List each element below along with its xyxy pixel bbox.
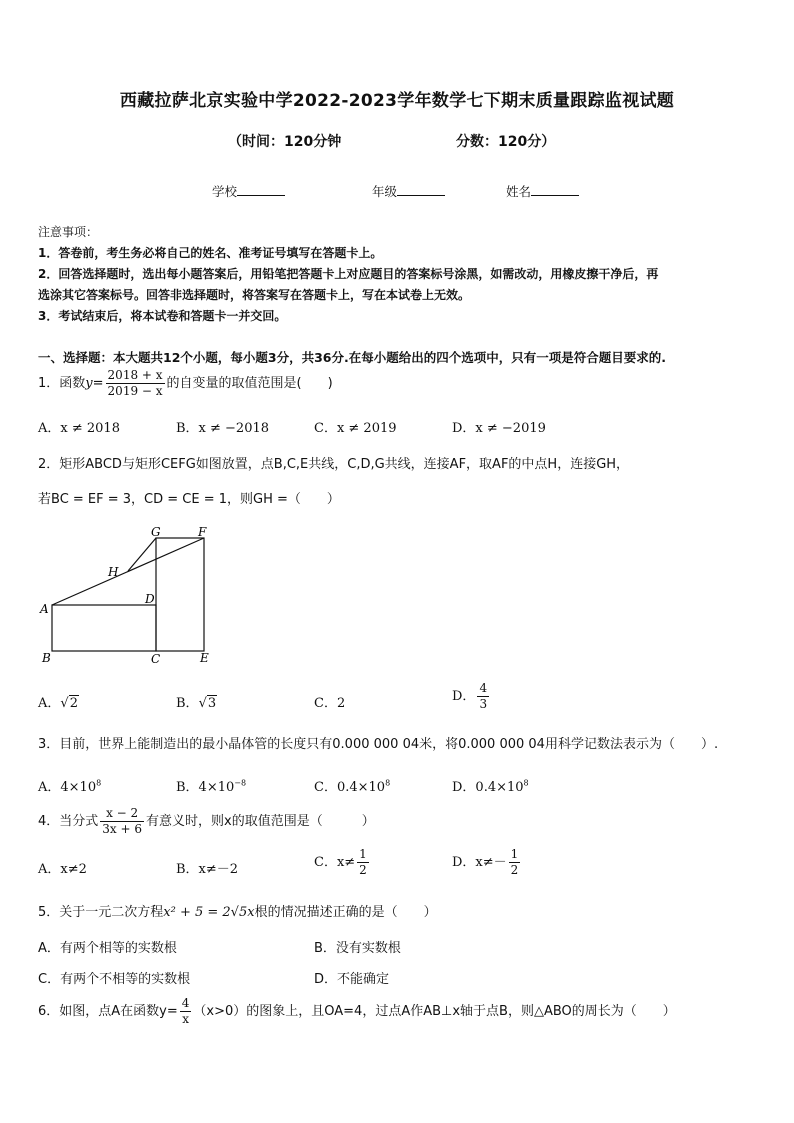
q4-d-den: 2 (510, 863, 519, 877)
q4-fraction (100, 806, 144, 837)
label-f: F (198, 525, 207, 539)
label-d: D (145, 592, 155, 606)
q1-option-c[interactable]: C．x ≠ 2019 (314, 421, 397, 436)
q3-d-exp: 8 (523, 778, 529, 788)
name-field[interactable] (506, 182, 579, 200)
q3-option-d[interactable] (452, 776, 529, 795)
q2-b-radicand: 3 (207, 696, 217, 711)
exam-time: （时间：120分钟 (228, 134, 342, 150)
q4-suffix: 有意义时，则x的取值范围是（ ） (146, 814, 375, 829)
q2-option-d[interactable] (452, 681, 491, 712)
q6-den: x (182, 1012, 189, 1026)
q1-den: 2019 − x (107, 384, 163, 398)
q2-b-label: B． (176, 696, 199, 711)
q5-option-c[interactable]: C．有两个不相等的实数根 (38, 972, 191, 987)
q1-suffix: 的自变量的取值范围是( ) (166, 376, 333, 391)
q3-b-text: B．4×10 (176, 780, 235, 795)
section-heading: 一、选择题：本大题共12个小题，每小题3分，共36分.在每小题给出的四个选项中，只有一项是符合题目要求的. (38, 350, 666, 365)
q2-line2: 若BC = EF = 3，CD = CE = 1，则GH =（ ） (38, 492, 340, 507)
q2-d-fraction (477, 681, 489, 712)
q4-option-a[interactable]: A．x≠2 (38, 862, 87, 877)
exam-score: 分数：120分） (456, 134, 556, 150)
name-label: 姓名 (506, 184, 532, 199)
q4-option-d[interactable] (452, 847, 522, 878)
label-b: B (42, 651, 51, 665)
rect-cefg (156, 538, 204, 651)
q1-num: 2018 + x (107, 368, 163, 382)
q4-c-num: 1 (359, 847, 367, 861)
q1-y: y (85, 376, 93, 391)
q4-d-fraction (509, 847, 521, 878)
q2-option-a[interactable]: A．√2 (38, 696, 78, 711)
notice-item: 1．答卷前，考生务必将自己的姓名、准考证号填写在答题卡上。 (38, 246, 383, 260)
q2-d-label: D． (452, 689, 476, 704)
q2-a-label: A． (38, 696, 61, 711)
q6-num: 4 (181, 996, 190, 1010)
q5-option-d[interactable]: D．不能确定 (314, 972, 390, 987)
q4-d-label: D．x≠－ (452, 855, 507, 870)
label-e: E (200, 651, 209, 665)
grade-label: 年级 (372, 184, 398, 199)
notice-item: 2．回答选择题时，选出每小题答案后，用铅笔把答题卡上对应题目的答案标号涂黑，如需改动，用橡皮擦干净后，再 (38, 267, 659, 281)
q3-a-exp: 8 (96, 778, 102, 788)
school-field[interactable] (212, 182, 285, 200)
notice-item: 3．考试结束后，将本试卷和答题卡一并交回。 (38, 309, 287, 323)
q4-den: 3x + 6 (102, 822, 143, 836)
q4-prefix: 4．当分式 (38, 814, 99, 829)
q5-prefix: 5．关于一元二次方程 (38, 905, 164, 920)
q4-c-den: 2 (359, 863, 367, 877)
label-g: G (151, 525, 161, 539)
q2-d-num: 4 (479, 681, 488, 695)
q5-option-a[interactable]: A．有两个相等的实数根 (38, 941, 177, 956)
segment-gh (128, 538, 156, 571)
q6-suffix: （x>0）的图象上，且OA=4，过点A作AB⊥x轴于点B，则△ABO的周长为（ ） (193, 1004, 676, 1019)
q3-c-exp: 8 (385, 778, 391, 788)
question-4 (38, 806, 375, 837)
q1-fraction (106, 368, 165, 399)
q3-b-exp: −8 (234, 778, 247, 788)
q2-a-radicand: 2 (69, 696, 78, 711)
q6-fraction (180, 996, 192, 1027)
q3-option-c[interactable] (314, 776, 390, 795)
q3-a-text: A．4×10 (38, 780, 97, 795)
question-5 (38, 901, 437, 920)
page-title: 西藏拉萨北京实验中学2022-2023学年数学七下期末质量跟踪监视试题 (119, 91, 675, 111)
grade-blank[interactable] (397, 183, 445, 196)
q5-equation: x² + 5 = 2√5x (163, 905, 255, 920)
notice-item: 选涂其它答案标号。回答非选择题时，将答案写在答题卡上，写在本试卷上无效。 (38, 288, 471, 302)
question-3: 3．目前，世界上能制造出的最小晶体管的长度只有0.000 000 04米，将0.000 000 04用科学记数法表示为（ ）. (38, 737, 719, 752)
q4-option-b[interactable]: B．x≠－2 (176, 862, 239, 877)
q4-option-c[interactable] (314, 847, 371, 878)
q4-d-num: 1 (510, 847, 519, 861)
q3-d-text: D．0.4×10 (452, 780, 524, 795)
q2-line1: 2．矩形ABCD与矩形CEFG如图放置，点B,C,E共线，C,D,G共线，连接AF，取AF的中点H，连接GH， (38, 457, 630, 472)
q1-option-a[interactable]: A．x ≠ 2018 (38, 421, 120, 436)
q1-prefix: 1．函数 (38, 376, 86, 391)
question-1 (38, 368, 333, 399)
segment-af (52, 538, 204, 605)
name-blank[interactable] (531, 183, 579, 196)
notice (38, 222, 658, 327)
label-a: A (40, 602, 49, 616)
q5-suffix: 根的情况描述正确的是（ ） (254, 905, 437, 920)
q6-prefix: 6．如图，点A在函数y= (38, 1004, 178, 1019)
school-label: 学校 (212, 184, 238, 199)
school-blank[interactable] (237, 183, 285, 196)
q2-figure (38, 520, 218, 670)
question-6 (38, 996, 676, 1027)
q4-c-fraction (357, 847, 369, 878)
q5-option-b[interactable]: B．没有实数根 (314, 941, 401, 956)
q2-option-c[interactable]: C．2 (314, 696, 346, 711)
q1-eq: = (92, 376, 104, 391)
q3-c-text: C．0.4×10 (314, 780, 386, 795)
q1-option-b[interactable]: B．x ≠ −2018 (176, 421, 270, 436)
label-h: H (108, 565, 119, 579)
q3-option-a[interactable] (38, 776, 101, 795)
rect-abcd (52, 605, 156, 651)
q4-num: x − 2 (100, 806, 144, 822)
grade-field[interactable] (372, 182, 445, 200)
q1-option-d[interactable]: D．x ≠ −2019 (452, 421, 546, 436)
notice-heading: 注意事项： (38, 225, 99, 239)
q2-option-b[interactable]: B．√3 (176, 696, 217, 711)
q2-d-den: 3 (479, 697, 488, 711)
q4-c-label: C．x≠ (314, 855, 356, 870)
label-c: C (151, 652, 161, 666)
q3-option-b[interactable] (176, 776, 246, 795)
